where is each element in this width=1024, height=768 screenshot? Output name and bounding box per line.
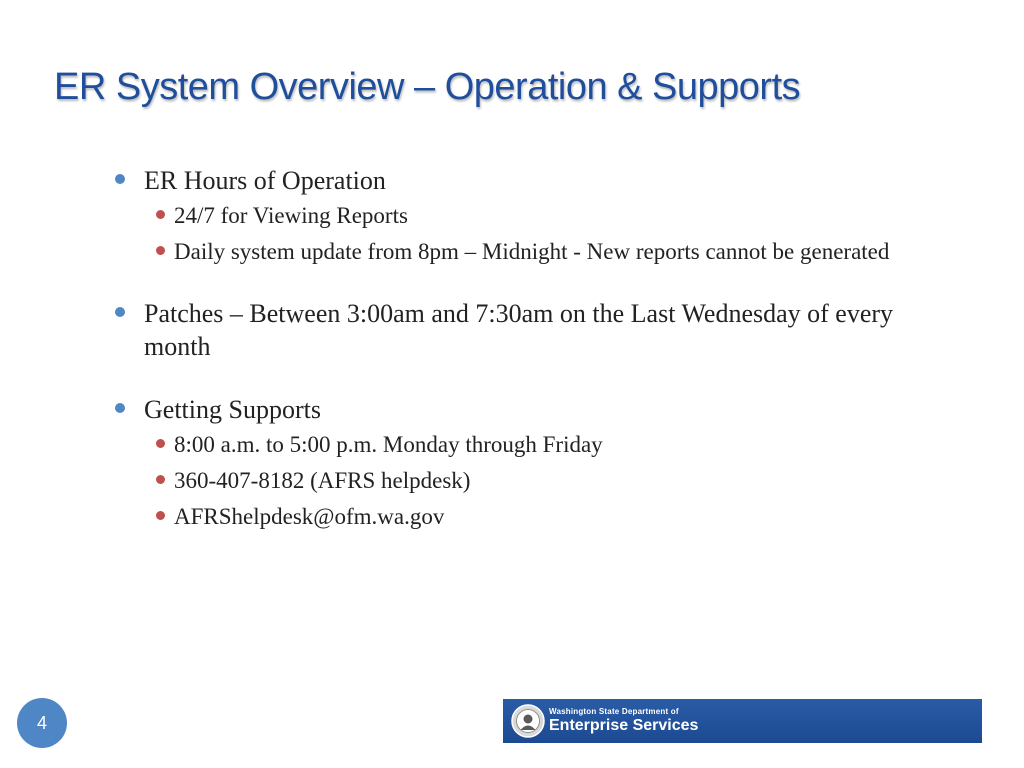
bullet-item-supports xyxy=(112,393,962,532)
sub-bullet-item xyxy=(144,502,962,532)
enterprise-services-logo xyxy=(503,699,982,743)
logo-text xyxy=(549,708,698,734)
logo-department-line: Washington State Department of xyxy=(549,707,679,716)
bullet-item-hours xyxy=(112,164,962,267)
bullet-dot-icon xyxy=(115,174,125,184)
sub-bullet-list xyxy=(144,201,962,267)
slide-content xyxy=(112,164,962,538)
sub-bullet-item xyxy=(144,466,962,496)
sub-bullet-text: 24/7 for Viewing Reports xyxy=(174,203,408,228)
bullet-text: Getting Supports xyxy=(144,395,321,424)
bullet-dot-icon xyxy=(115,403,125,413)
sub-bullet-text: 8:00 a.m. to 5:00 p.m. Monday through Friday xyxy=(174,432,603,457)
bullet-list xyxy=(112,164,962,532)
sub-bullet-dot-icon xyxy=(156,210,165,219)
sub-bullet-dot-icon xyxy=(156,511,165,520)
page-number: 4 xyxy=(36,712,47,733)
state-seal-icon xyxy=(511,704,545,738)
sub-bullet-dot-icon xyxy=(156,246,165,255)
bullet-dot-icon xyxy=(115,307,125,317)
slide-title: ER System Overview – Operation & Supports xyxy=(54,66,801,108)
sub-bullet-item xyxy=(144,201,962,231)
logo-name-line: Enterprise Services xyxy=(549,717,699,734)
sub-bullet-text: Daily system update from 8pm – Midnight - New reports cannot be generated xyxy=(174,239,890,264)
sub-bullet-item xyxy=(144,237,962,267)
sub-bullet-dot-icon xyxy=(156,439,165,448)
bullet-item-patches xyxy=(112,297,962,363)
sub-bullet-dot-icon xyxy=(156,475,165,484)
sub-bullet-item xyxy=(144,430,962,460)
bullet-text: ER Hours of Operation xyxy=(144,166,386,195)
page-number-badge xyxy=(17,698,67,748)
sub-bullet-text: AFRShelpdesk@ofm.wa.gov xyxy=(174,504,445,529)
bullet-text: Patches – Between 3:00am and 7:30am on the Last Wednesday of every month xyxy=(144,299,894,361)
sub-bullet-text: 360-407-8182 (AFRS helpdesk) xyxy=(174,468,471,493)
sub-bullet-list xyxy=(144,430,962,532)
